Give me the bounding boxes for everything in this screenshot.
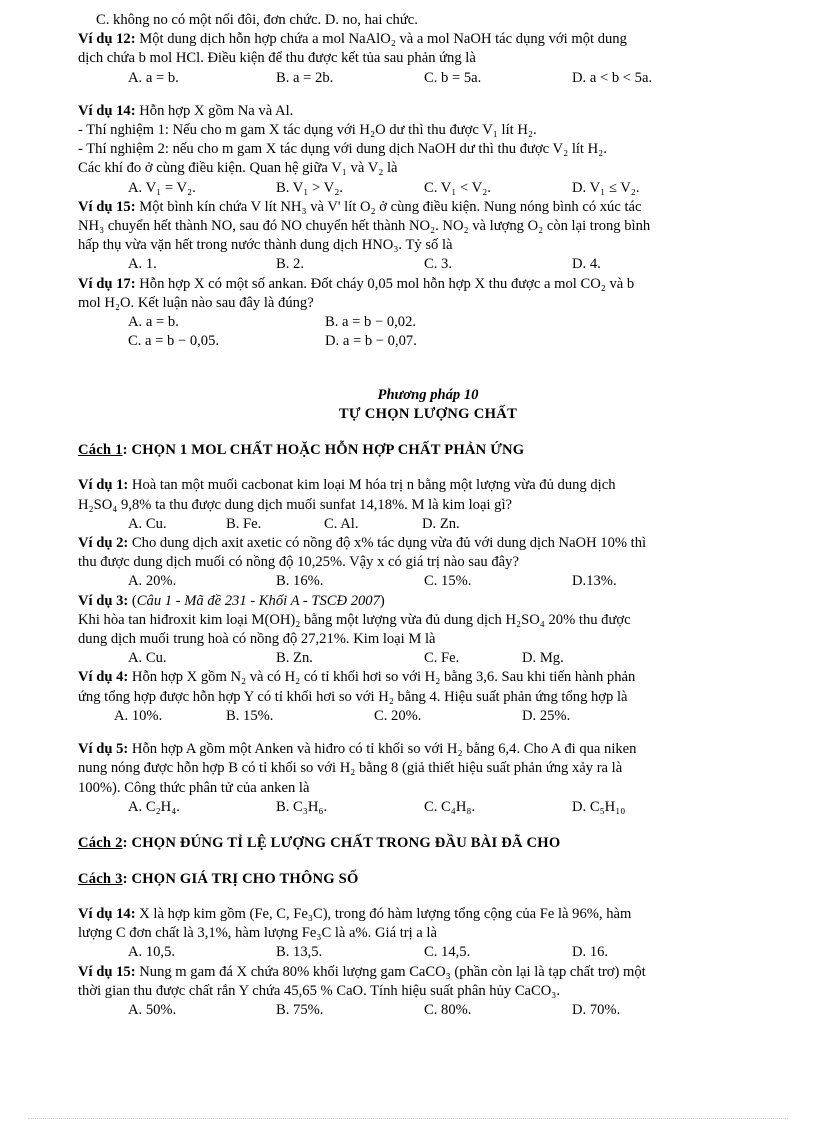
option-b: B. C₃H₆. <box>276 798 328 815</box>
text-line: thu được dung dịch muối có nồng độ 10,25%. Vậy x có giá trị nào sau đây? <box>78 554 519 571</box>
option-c: C. 20%. <box>374 707 422 724</box>
option-a: A. 10%. <box>114 707 163 724</box>
text-line: ứng tổng hợp được hỗn hợp Y có tỉ khối hơi so với H₂ bằng 4. Hiệu suất phản ứng tổng hợp là <box>78 688 628 705</box>
text-line: dịch chứa b mol HCl. Điều kiện để thu được kết tủa sau phản ứng là <box>78 50 476 67</box>
text-line: - Thí nghiệm 2: nếu cho m gam X tác dụng với dung dịch NaOH dư thì thu được V₂ lít H₂. <box>78 141 607 158</box>
option-d: D. 16. <box>572 944 609 961</box>
option-d: D. 70%. <box>572 1001 621 1018</box>
answer-options <box>78 69 778 88</box>
option-a: A. V₁ = V₂. <box>128 179 196 196</box>
option-d: D. a < b < 5a. <box>572 69 653 86</box>
option-a: A. a = b. <box>128 314 179 331</box>
option-c: C. b = 5a. <box>424 69 482 86</box>
option-a: A. C₂H₄. <box>128 798 180 815</box>
option-b: B. 13,5. <box>276 944 323 961</box>
question-line: Ví dụ 15: Nung m gam đá X chứa 80% khối lượng gam CaCO₃ (phần còn lại là tạp chất trơ) một <box>78 963 646 980</box>
page-title: TỰ CHỌN LƯỢNG CHẤT <box>338 406 518 423</box>
option-c: C. 14,5. <box>424 944 471 961</box>
question-line: Ví dụ 2: Cho dung dịch axit axetic có nồng độ x% tác dụng vừa đủ với dung dịch NaOH 10% thì <box>78 535 647 552</box>
question-line: Ví dụ 14: Hỗn hợp X gồm Na và Al. <box>78 102 294 119</box>
option-d: D. a = b − 0,07. <box>325 333 417 350</box>
question-line: Ví dụ 15: Một bình kín chứa V lít NH₃ và V' lít O₂ ở cùng điều kiện. Nung nóng bình có xúc tác <box>78 198 642 215</box>
option-a: A. 10,5. <box>128 944 176 961</box>
answer-options <box>78 255 778 274</box>
option-d: D. C₅H₁₀ <box>572 798 626 815</box>
option-d: D.13%. <box>572 573 617 590</box>
option-b: B. 75%. <box>276 1001 324 1018</box>
question-line: Ví dụ 4: Hỗn hợp X gồm N₂ và có H₂ có tỉ khối hơi so với H₂ bằng 3,6. Sau khi tiến hành phản <box>78 669 636 686</box>
answer-options <box>78 649 778 668</box>
option-a: A. 50%. <box>128 1001 177 1018</box>
option-c: C. V₁ < V₂. <box>424 179 491 196</box>
text-line: - Thí nghiệm 1: Nếu cho m gam X tác dụng với H₂O dư thì thu được V₁ lít H₂. <box>78 122 537 139</box>
text-line: dung dịch muối trung hoà có nồng độ 27,21%. Kim loại M là <box>78 631 436 648</box>
option-a: A. Cu. <box>128 515 167 532</box>
option-b: B. 15%. <box>226 707 274 724</box>
method-heading: Phương pháp 10 <box>377 387 479 404</box>
option-b: B. a = 2b. <box>276 69 334 86</box>
option-b: B. a = b − 0,02. <box>325 314 417 331</box>
option-d: D. 4. <box>572 256 601 273</box>
section-heading-cach-2: Cách 2: CHỌN ĐÚNG TỈ LỆ LƯỢNG CHẤT TRONG ĐẦU BÀI ĐÃ CHO <box>78 834 561 851</box>
option-b: B. Zn. <box>276 650 313 667</box>
option-d: D. V₁ ≤ V₂. <box>572 179 640 196</box>
text-line: lượng C đơn chất là 3,1%, hàm lượng Fe₃C là a%. Giá trị a là <box>78 925 437 942</box>
document-page <box>78 11 778 1020</box>
question-line: Ví dụ 1: Hoà tan một muối cacbonat kim loại M hóa trị n bằng một lượng vừa đủ dung dịch <box>78 477 616 494</box>
option-a: A. a = b. <box>128 69 179 86</box>
answer-options <box>78 1001 778 1020</box>
option-c: C. 3. <box>424 256 452 273</box>
text-line: 100%). Công thức phân tử của anken là <box>78 779 310 796</box>
option-a: A. 1. <box>128 256 157 273</box>
question-line: Ví dụ 14: X là hợp kim gồm (Fe, C, Fe₃C), trong đó hàm lượng tổng cộng của Fe là 96%, hàm <box>78 905 632 922</box>
answer-options <box>78 572 778 591</box>
answer-options <box>78 515 778 534</box>
text-line: mol H₂O. Kết luận nào sau đây là đúng? <box>78 294 314 311</box>
section-heading-cach-1: Cách 1: CHỌN 1 MOL CHẤT HOẶC HỖN HỢP CHẤT PHẢN ỨNG <box>78 442 525 459</box>
answer-options <box>78 179 778 198</box>
text-line: hấp thụ vừa vặn hết trong nước thành dung dịch HNO₃. Tỷ số là <box>78 237 453 254</box>
question-line: Ví dụ 3: (Câu 1 - Mã đề 231 - Khối A - TSCĐ 2007) <box>78 592 385 609</box>
option-d: D. Zn. <box>422 515 460 532</box>
question-line: Ví dụ 12: Một dung dịch hỗn hợp chứa a mol NaAlO₂ và a mol NaOH tác dụng với một dung <box>78 31 627 48</box>
option-d: D. 25%. <box>522 707 571 724</box>
answer-options <box>78 707 778 726</box>
answer-options <box>78 943 778 962</box>
option-c: C. 15%. <box>424 573 472 590</box>
option-d: D. Mg. <box>522 650 564 667</box>
option-b: B. 16%. <box>276 573 324 590</box>
text-line: thời gian thu được chất rắn Y chứa 45,65 % CaO. Tính hiệu suất phân hủy CaCO₃. <box>78 982 561 999</box>
option-a: A. 20%. <box>128 573 177 590</box>
text-line: C. không no có một nối đôi, đơn chức. D. no, hai chức. <box>96 12 418 28</box>
option-c: C. Al. <box>324 515 359 532</box>
text-line: NH₃ chuyển hết thành NO, sau đó NO chuyển hết thành NO₂. NO₂ và lượng O₂ còn lại trong bình <box>78 218 651 235</box>
option-b: B. V₁ > V₂. <box>276 179 343 196</box>
section-heading-cach-3: Cách 3: CHỌN GIÁ TRỊ CHO THÔNG SỐ <box>78 870 359 887</box>
answer-options <box>78 313 778 332</box>
answer-options <box>78 798 778 817</box>
answer-options <box>78 332 778 351</box>
text-line: nung nóng được hỗn hợp B có tỉ khối so với H₂ bằng 8 (giả thiết hiệu suất phản ứng xảy ra là <box>78 760 623 777</box>
question-line: Ví dụ 17: Hỗn hợp X có một số ankan. Đốt cháy 0,05 mol hỗn hợp X thu được a mol CO₂ và b <box>78 275 635 292</box>
page-bottom-divider <box>28 1118 788 1119</box>
question-line: Ví dụ 5: Hỗn hợp A gồm một Anken và hiđro có tỉ khối so với H₂ bằng 6,4. Cho A đi qua niken <box>78 741 637 758</box>
text-line: H₂SO₄ 9,8% ta thu được dung dịch muối sunfat 14,18%. M là kim loại gì? <box>78 496 512 513</box>
text-line: Các khí đo ở cùng điều kiện. Quan hệ giữa V₁ và V₂ là <box>78 160 398 177</box>
option-b: B. 2. <box>276 256 304 273</box>
option-c: C. C₄H₈. <box>424 798 476 815</box>
option-c: C. a = b − 0,05. <box>128 333 220 350</box>
option-c: C. Fe. <box>424 650 460 667</box>
option-a: A. Cu. <box>128 650 167 667</box>
option-b: B. Fe. <box>226 515 262 532</box>
option-c: C. 80%. <box>424 1001 472 1018</box>
text-line: Khi hòa tan hiđroxit kim loại M(OH)₂ bằng một lượng vừa đủ dung dịch H₂SO₄ 20% thu được <box>78 611 631 628</box>
